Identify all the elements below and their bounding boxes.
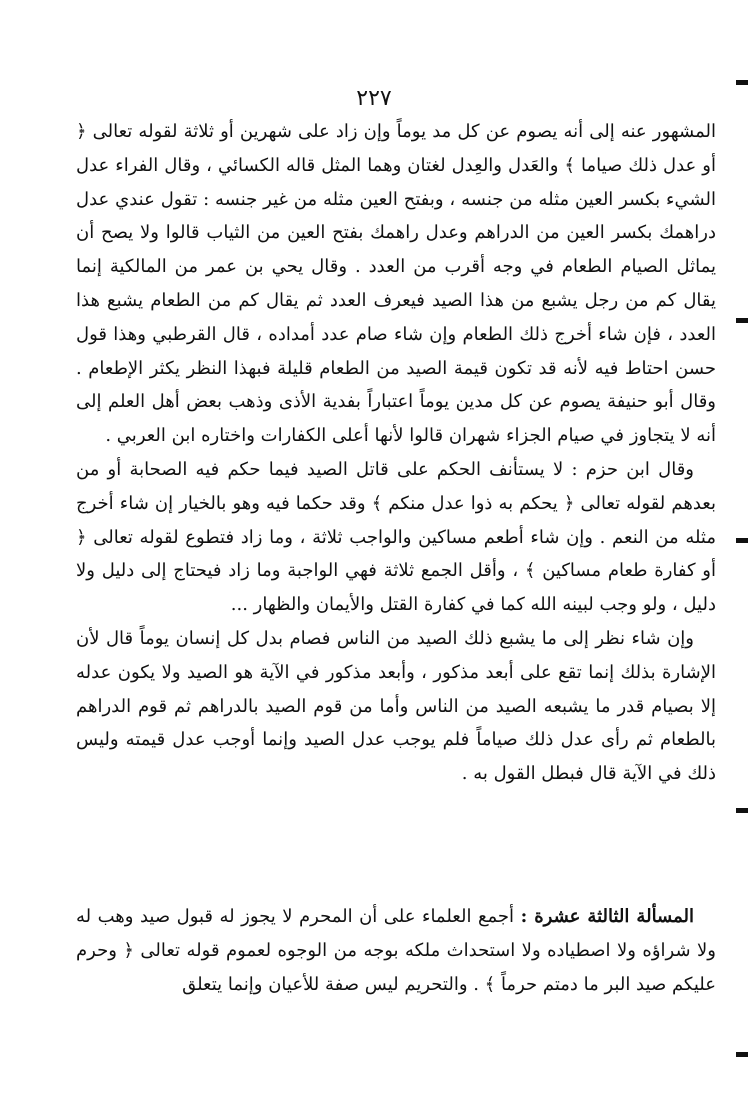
issue-section [76, 900, 716, 1001]
margin-mark [736, 1052, 748, 1057]
main-text-block [76, 115, 716, 791]
margin-mark [736, 80, 748, 85]
margin-mark [736, 538, 748, 543]
paragraph-3: وإن شاء نظر إلى ما يشبع ذلك الصيد من الناس فصام بدل كل إنسان يوماً قال لأن الإشارة بذلك إنما تقع على أبعد مذكور ، وأبعد مذكور في الآية هو الصيد ولا يكون عدله إلا بصيام قدر ما يشبعه الصيد من الناس وأما من قوم الصيد بالدراهم ثم قوم الدراهم بالطعام ثم رأى عدل ذلك صياماً فلم يوجب عدل الصيد وإنما أوجب عدل قيمته وليس ذلك في الآية قال فبطل القول به . [76, 627, 716, 785]
paragraph-1: المشهور عنه إلى أنه يصوم عن كل مد يوماً وإن زاد على شهرين أو ثلاثة لقوله تعالى ﴿ أو عدل ذلك صياما ﴾ والعَدل والعِدل لغتان وهما المثل قاله الكسائي ، وقال الفراء عدل الشيء بكسر العين مثله من جنسه ، وبفتح العين مثله من غير جنسه : تقول عندي عدل دراهمك بكسر العين من الدراهم وعدل راهمك بفتح العين من الثياب قالوا ولا يصح أن يماثل الصيام الطعام في وجه أقرب من العدد . وقال يحي بن عمر من المالكية إنما يقال كم من رجل يشبع من هذا الصيد فيعرف العدد ثم يقال كم من الطعام يشبع هذا العدد ، فإن شاء أخرج ذلك الطعام وإن شاء صام عدد أمداده ، قال القرطبي وهذا قول حسن احتاط فيه لأنه قد تكون قيمة الصيد من الطعام قليلة فبهذا النظر يكثر الإطعام . وقال أبو حنيفة يصوم عن كل مدين يوماً اعتباراً بفدية الأذى وذهب بعض أهل العلم إلى أنه لا يتجاوز في صيام الجزاء شهران قالوا لأنها أعلى الكفارات واختاره ابن العربي . [76, 121, 716, 447]
page-number: ٢٢٧ [356, 86, 392, 111]
margin-mark [736, 318, 748, 323]
issue-paragraph [76, 900, 716, 1001]
paragraph-2: وقال ابن حزم : لا يستأنف الحكم على قاتل الصيد فيما حكم فيه الصحابة أو من بعدهم لقوله تعالى ﴿ يحكم به ذوا عدل منكم ﴾ وقد حكما فيه وهو بالخيار إن شاء أخرج مثله من النعم . وإن شاء أطعم مساكين والواجب ثلاثة ، وما زاد فتطوع لقوله تعالى ﴿ أو كفارة طعام مساكين ﴾ ، وأقل الجمع ثلاثة فهي الواجبة وما زاد فيحتاج إلى دليل ولا دليل ، ولو وجب لبينه الله كما في كفارة القتل والأيمان والظهار ... [76, 458, 716, 616]
margin-mark [736, 808, 748, 813]
issue-heading: المسألة الثالثة عشرة : [520, 906, 694, 927]
issue-text: أجمع العلماء على أن المحرم لا يجوز له قبول صيد وهب له ولا شراؤه ولا اصطياده ولا استحداث ملكه بوجه من الوجوه لعموم قوله تعالى ﴿ وحرم عليكم صيد البر ما دمتم حرماً ﴾ . والتحريم ليس صفة للأعيان وإنما يتعلق [76, 906, 716, 995]
